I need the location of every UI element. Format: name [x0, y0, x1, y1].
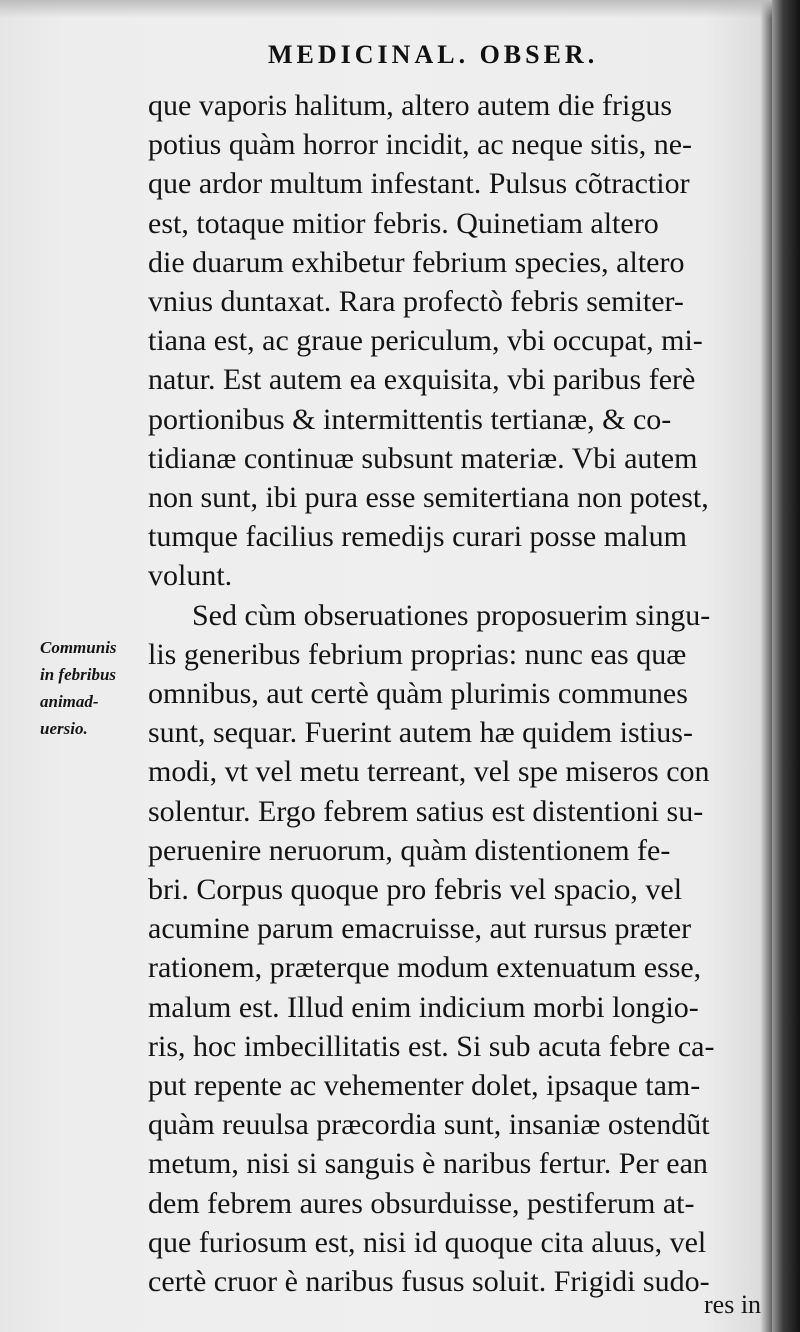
- text-line: ris, hoc imbecillitatis est. Si sub acuta febre ca-: [148, 1029, 715, 1063]
- text-line: que furiosum est, nisi id quoque cita aluus, vel: [148, 1225, 707, 1259]
- text-line: acumine parum emacruisse, aut rursus præter: [148, 912, 692, 946]
- text-line: potius quàm horror incidit, ac neque sitis, ne-: [148, 128, 693, 162]
- margin-note: [40, 634, 150, 742]
- text-line: Sed cùm obseruationes proposuerim singu-: [192, 598, 711, 632]
- text-line: put repente ac vehementer dolet, ipsaque tam-: [148, 1069, 701, 1103]
- text-line: que ardor multum infestant. Pulsus cõtractior: [148, 167, 690, 201]
- text-line: portionibus & intermittentis tertianæ, & co-: [148, 402, 672, 436]
- margin-note-line: uersio.: [40, 719, 88, 738]
- text-line: tumque facilius remedijs curari posse malum: [148, 520, 688, 554]
- text-line: rationem, præterque modum extenuatum esse,: [148, 951, 702, 985]
- text-line: tiana est, ac graue periculum, vbi occupat, mi-: [148, 324, 703, 358]
- text-line: peruenire neruorum, quàm distentionem fe-: [148, 833, 671, 867]
- body-text: [148, 86, 768, 1301]
- running-head: MEDICINAL. OBSER.: [268, 40, 599, 69]
- margin-note-line: in febribus: [40, 665, 117, 684]
- text-line: modi, vt vel metu terreant, vel spe miseros con: [148, 755, 710, 789]
- text-line: vnius duntaxat. Rara profectò febris semiter-: [148, 285, 684, 319]
- text-line: certè cruor è naribus fusus soluit. Frigidi sudo-: [148, 1265, 710, 1299]
- text-line: dem febrem aures obsurduisse, pestiferum at-: [148, 1186, 695, 1220]
- text-line: bri. Corpus quoque pro febris vel spacio, vel: [148, 873, 683, 907]
- text-line: tidianæ continuæ subsunt materiæ. Vbi autem: [148, 441, 698, 475]
- text-line: sunt, sequar. Fuerint autem hæ quidem istius-: [148, 716, 693, 750]
- text-line: malum est. Illud enim indicium morbi longio-: [148, 990, 699, 1024]
- text-line: est, totaque mitior febris. Quinetiam altero: [148, 206, 659, 240]
- page-top-shadow: [0, 0, 800, 18]
- margin-note-line: Communis: [40, 638, 117, 657]
- text-line: volunt.: [148, 559, 233, 593]
- text-line: non sunt, ibi pura esse semitertiana non potest,: [148, 481, 709, 515]
- text-line: omnibus, aut certè quàm plurimis communes: [148, 677, 688, 711]
- text-line: metum, nisi si sanguis è naribus fertur. Per ean: [148, 1147, 708, 1181]
- text-line: quàm reuulsa præcordia sunt, insaniæ ostendũt: [148, 1108, 710, 1142]
- text-line: que vaporis halitum, altero autem die frigus: [148, 89, 673, 122]
- margin-note-line: animad-: [40, 692, 99, 711]
- text-line: natur. Est autem ea exquisita, vbi paribus ferè: [148, 363, 696, 397]
- text-line: lis generibus febrium proprias: nunc eas quæ: [148, 637, 687, 671]
- book-spine: [772, 0, 800, 1332]
- text-line: die duarum exhibetur febrium species, altero: [148, 245, 685, 279]
- text-line: solentur. Ergo febrem satius est distentioni su-: [148, 794, 704, 828]
- catchword: res in: [704, 1290, 762, 1319]
